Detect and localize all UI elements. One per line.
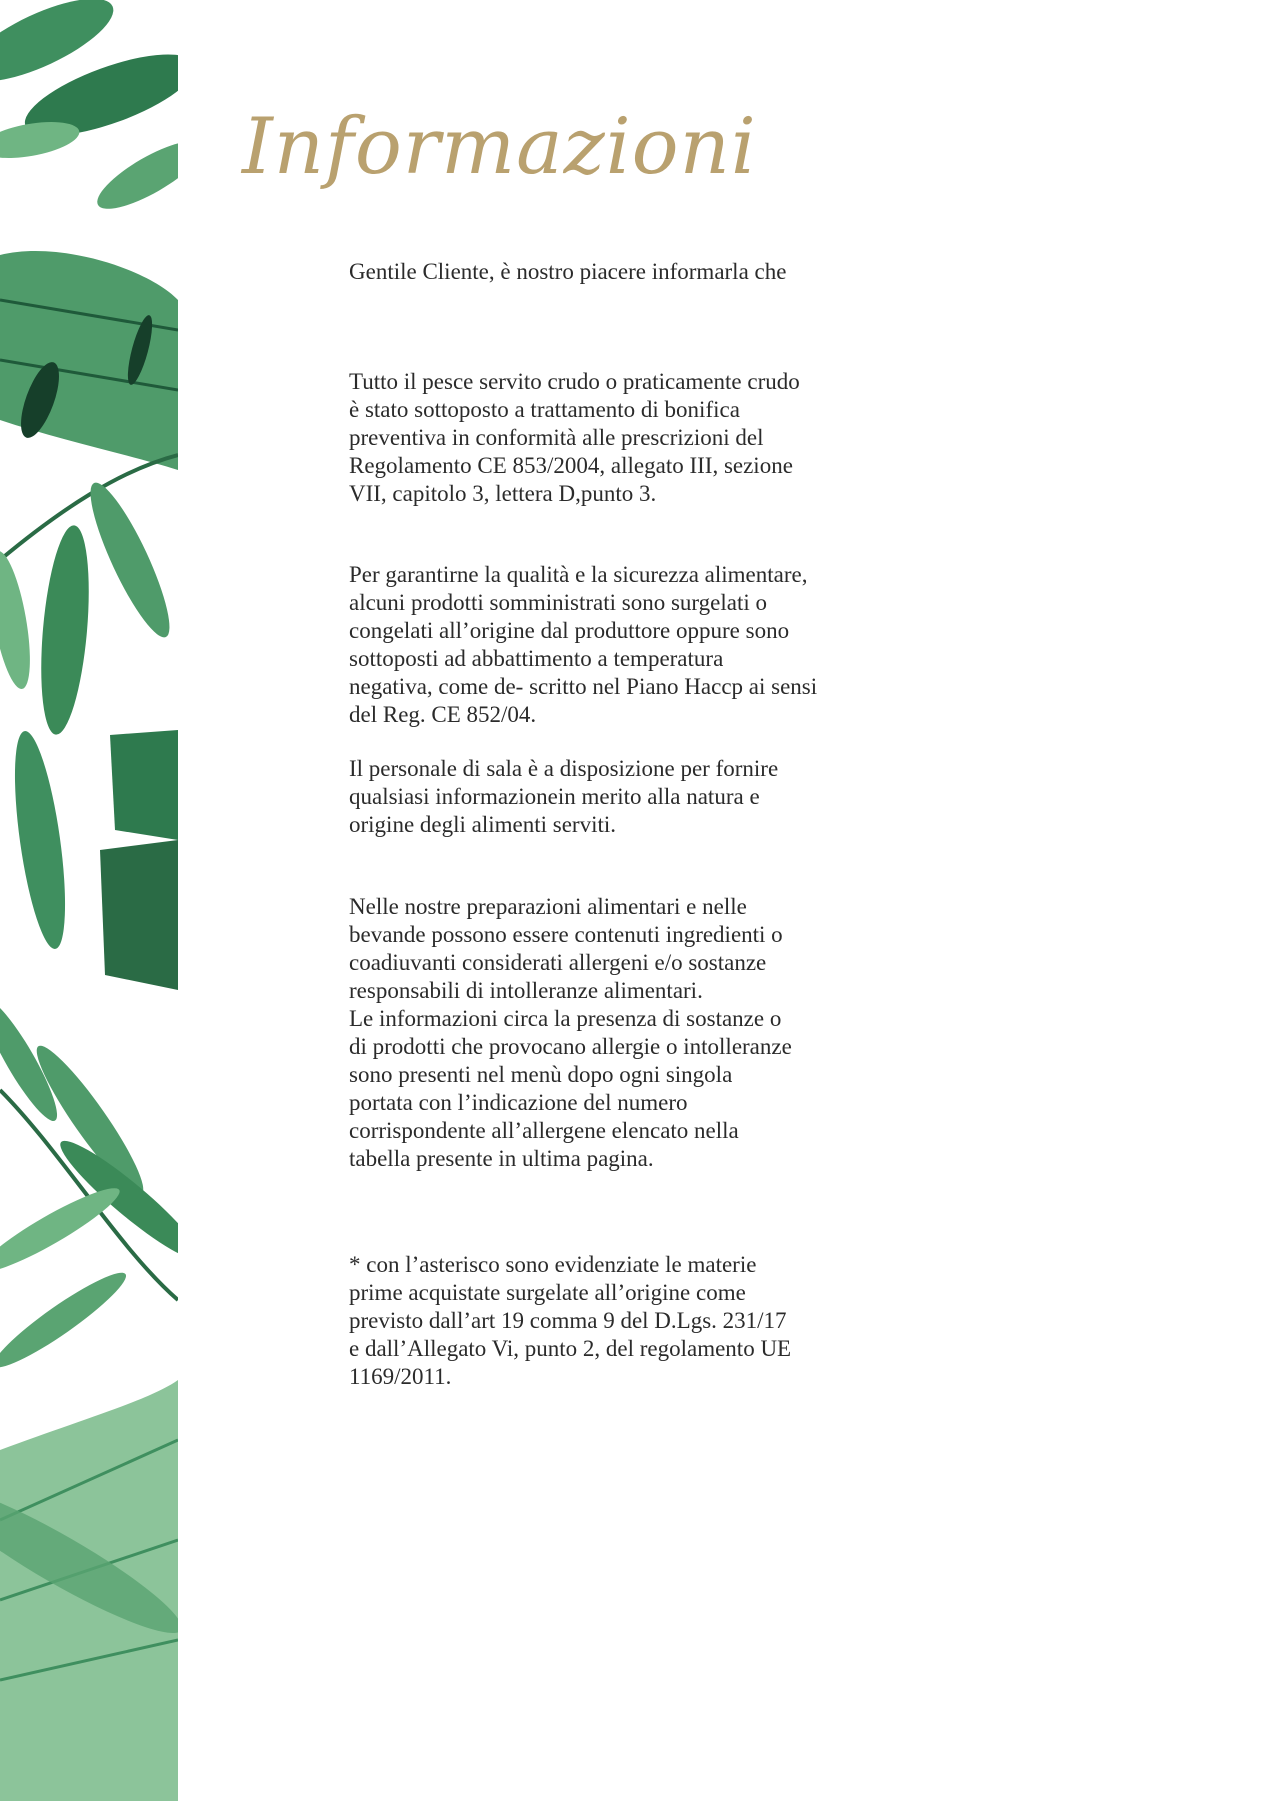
tropical-leaves-border: [0, 0, 178, 1801]
leaves-illustration: [0, 0, 178, 1801]
greeting-paragraph: Gentile Cliente, è nostro piacere informarla che: [349, 259, 787, 284]
allergens-paragraph: Nelle nostre preparazioni alimentari e nelle bevande possono essere contenuti ingredienti o coadiuvanti considerati allergeni e/o sostanze responsabili di intolleranze alimentari. Le informazioni circa la presenza di sostanze o di prodotti che provocano allergie o intolleranze sono presenti nel menù dopo ogni singola portata con l’indicazione del numero corrispondente all’allergene elencato nella tabella presente in ultima pagina.: [349, 894, 792, 1171]
staff-info-paragraph: Il personale di sala è a disposizione per fornire qualsiasi informazionein merito alla natura e origine degli alimenti serviti.: [349, 756, 779, 837]
raw-fish-paragraph: Tutto il pesce servito crudo o praticamente crudo è stato sottoposto a trattamento di bonifica preventiva in conformità alle prescrizioni del Regolamento CE 853/2004, allegato III, sezione VII, capitolo 3, lettera D,punto 3.: [349, 369, 800, 506]
asterisk-note-paragraph: * con l’asterisco sono evidenziate le materie prime acquistate surgelate all’origine come previsto dall’art 19 comma 9 del D.Lgs. 231/17 e dall’Allegato Vi, punto 2, del regolamento UE 1169/2011.: [349, 1252, 792, 1389]
frozen-products-paragraph: Per garantirne la qualità e la sicurezza alimentare, alcuni prodotti somministrati sono surgelati o congelati all’origine dal produttore oppure sono sottoposti ad abbattimento a temperatura negativa, come de- scritto nel Piano Haccp ai sensi del Reg. CE 852/04.: [349, 562, 818, 727]
page-title: Informazioni: [242, 102, 757, 192]
